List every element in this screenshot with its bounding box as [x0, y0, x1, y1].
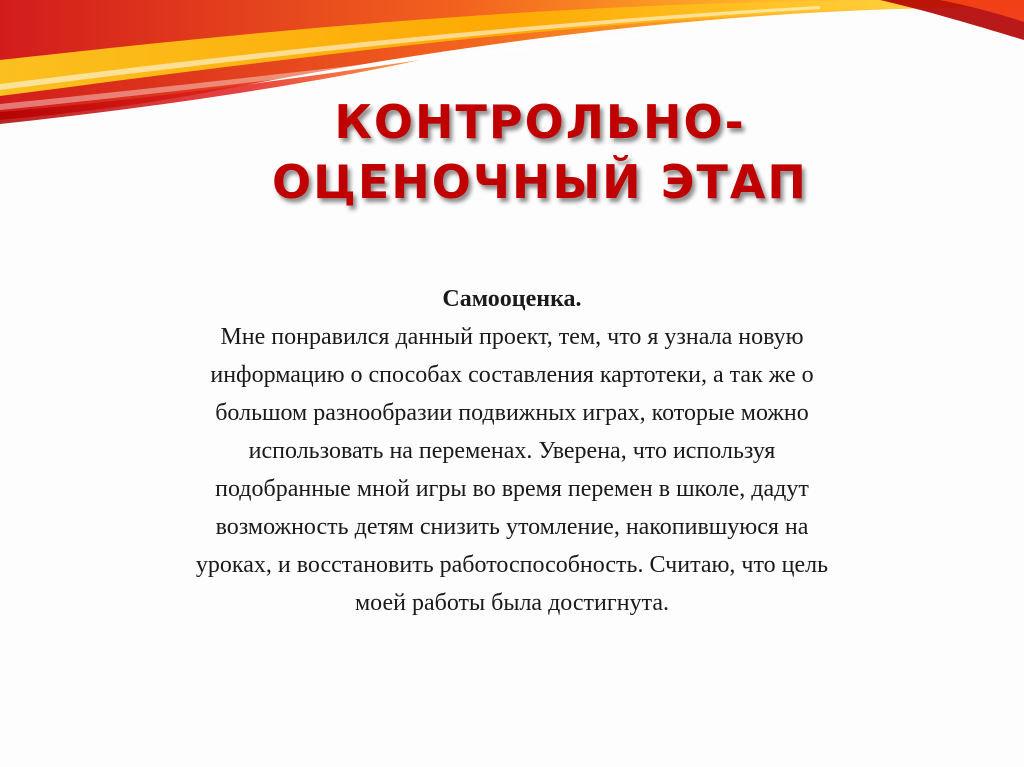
body-line-7: уроках, и восстановить работоспособность. Считаю, что цель: [195, 552, 829, 578]
section-heading: Самооценка.: [442, 286, 582, 312]
body-line-3: большом разнообразии подвижных играх, которые можно: [215, 400, 809, 426]
body-line-5: подобранные мной игры во время перемен в школе, дадут: [215, 476, 809, 502]
body-line-8: моей работы была достигнута.: [354, 590, 669, 616]
slide-body: [80, 280, 944, 622]
slide-title-line-1: КОНТРОЛЬНО-: [334, 95, 746, 149]
body-line-1: Мне понравился данный проект, тем, что я узнала новую: [220, 324, 804, 350]
slide-title-line-2: ОЦЕНОЧНЫЙ ЭТАП: [272, 155, 808, 209]
body-line-2: информацию о способах составления картотеки, а так же о: [210, 362, 814, 388]
body-line-4: использовать на переменах. Уверена, что используя: [248, 438, 776, 464]
slide-title: [190, 92, 890, 212]
body-line-6: возможность детям снизить утомление, накопившуюся на: [215, 514, 809, 540]
